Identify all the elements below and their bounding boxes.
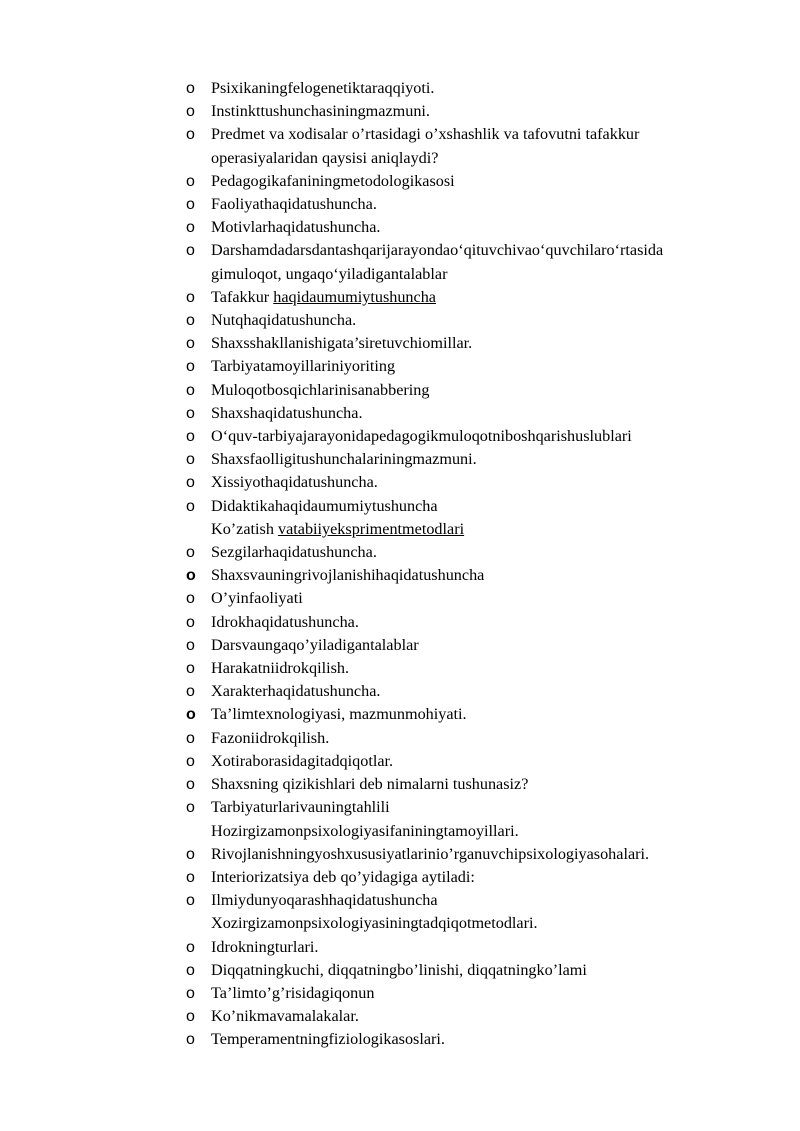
list-item (186, 936, 756, 959)
bullet-marker: o (186, 242, 195, 260)
item-text: Darshamdadarsdantashqarijarayondao‘qituvchivao‘quvchilaro‘rtasida (211, 241, 664, 260)
item-text: Faoliyathaqidatushuncha. (211, 195, 377, 214)
item-text: Xissiyothaqidatushuncha. (211, 473, 378, 492)
list-item (186, 1028, 756, 1051)
bullet-marker: o (186, 1031, 195, 1049)
list-item (186, 750, 756, 773)
item-text: Ilmiydunyoqarashhaqidatushuncha (211, 891, 438, 910)
item-text: operasiyalaridan qaysisi aniqlaydi? (211, 148, 439, 167)
item-line (211, 193, 756, 216)
item-text: Idrokhaqidatushuncha. (211, 612, 359, 631)
list-item (186, 448, 756, 471)
item-text: Darsvaungaqo’yiladigantalablar (211, 635, 419, 654)
list-item (186, 843, 756, 866)
list-item (186, 77, 756, 100)
list-item (186, 286, 756, 309)
item-line (211, 959, 756, 982)
list-item (186, 959, 756, 982)
bullet-marker: o (186, 428, 195, 446)
list-item (186, 727, 756, 750)
item-line (211, 820, 756, 843)
item-line (211, 611, 756, 634)
bullet-marker: o (186, 451, 195, 469)
item-line (211, 100, 756, 123)
list-item (186, 495, 756, 541)
list-item (186, 564, 756, 587)
item-text: Motivlarhaqidatushuncha. (211, 218, 381, 237)
list-item (186, 239, 756, 285)
item-line (211, 379, 756, 402)
list-item (186, 634, 756, 657)
item-text: O’yinfaoliyati (211, 589, 303, 608)
item-text: Ta’limtexnologiyasi, mazmunmohiyati. (211, 705, 467, 724)
item-line (211, 982, 756, 1005)
item-text: Psixikaningfelogenetiktaraqqiyoti. (211, 79, 435, 97)
bullet-marker: o (186, 404, 195, 422)
bullet-marker: o (186, 938, 195, 956)
list-item (186, 680, 756, 703)
item-text: Interiorizatsiya deb qo’yidagiga aytiladi: (211, 867, 475, 886)
item-text: Ta’limto’g’risidagiqonun (211, 983, 375, 1002)
item-text: Hozirgizamonpsixologiyasifaniningtamoyillari. (211, 821, 519, 840)
item-text: Nutqhaqidatushuncha. (211, 311, 357, 330)
item-line (211, 286, 756, 309)
item-line (211, 309, 756, 332)
bullet-marker: o (186, 776, 195, 794)
list-item (186, 100, 756, 123)
bullet-marker: o (186, 961, 195, 979)
bullet-marker: o (186, 892, 195, 910)
item-text: Shaxshaqidatushuncha. (211, 403, 363, 422)
list-item (186, 1005, 756, 1028)
bullet-marker: o (186, 219, 195, 237)
item-line (211, 541, 756, 564)
item-line (211, 773, 756, 796)
item-line (211, 703, 756, 726)
item-text: Tarbiyaturlarivauningtahlili (211, 798, 390, 817)
list-item (186, 332, 756, 355)
list-item (186, 611, 756, 634)
list-item (186, 193, 756, 216)
bullet-marker: o (186, 683, 195, 701)
bullet-marker: o (186, 706, 196, 724)
list-item (186, 123, 756, 169)
bullet-marker: o (186, 868, 195, 886)
item-line (211, 750, 756, 773)
list-item (186, 309, 756, 332)
item-line (211, 425, 756, 448)
list-item (186, 587, 756, 610)
bullet-marker: o (186, 1008, 195, 1026)
question-list (186, 77, 756, 1052)
item-text: Ko’nikmavamalakalar. (211, 1007, 359, 1026)
item-line (211, 796, 756, 819)
item-text: Harakatniidrokqilish. (211, 659, 350, 678)
item-line (211, 912, 756, 935)
item-line (211, 332, 756, 355)
list-item (186, 796, 756, 842)
item-text: Instinkttushunchasiningmazmuni. (211, 102, 430, 121)
item-line (211, 1005, 756, 1028)
bullet-marker: o (186, 984, 195, 1002)
item-line (211, 889, 756, 912)
item-line (211, 634, 756, 657)
item-line (211, 471, 756, 494)
item-line (211, 170, 756, 193)
list-item (186, 379, 756, 402)
bullet-marker: o (186, 288, 195, 306)
item-line (211, 77, 756, 100)
bullet-marker: o (186, 567, 196, 585)
item-text: Tarbiyatamoyillariniyoriting (211, 357, 396, 376)
bullet-marker: o (186, 103, 195, 121)
bullet-marker: o (186, 613, 195, 631)
item-text: gimuloqot, ungaqo‘yiladigantalablar (211, 264, 448, 283)
bullet-marker: o (186, 172, 195, 190)
bullet-marker: o (186, 474, 195, 492)
item-text: Fazoniidrokqilish. (211, 728, 330, 747)
list-item (186, 703, 756, 726)
item-text: Muloqotbosqichlarinisanabbering (211, 380, 430, 399)
item-line (211, 448, 756, 471)
item-line (211, 843, 756, 866)
list-item (186, 471, 756, 494)
item-line (211, 727, 756, 750)
item-line (211, 495, 756, 518)
item-text: Tafakkur (211, 287, 274, 306)
list-item (186, 425, 756, 448)
bullet-marker: o (186, 358, 195, 376)
item-text: Shaxsning qizikishlari deb nimalarni tushunasiz? (211, 775, 529, 794)
item-text: Rivojlanishningyoshxususiyatlarinio’rganuvchipsixologiyasohalari. (211, 844, 650, 863)
bullet-marker: o (186, 544, 195, 562)
bullet-marker: o (186, 196, 195, 214)
bullet-marker: o (186, 126, 195, 144)
item-line (211, 263, 756, 286)
list-item (186, 866, 756, 889)
bullet-marker: o (186, 799, 195, 817)
item-text: Diqqatningkuchi, diqqatningbo’linishi, diqqatningko’lami (211, 960, 587, 979)
item-text: Shaxsfaolligitushunchalariningmazmuni. (211, 450, 477, 469)
item-text: Shaxsvauningrivojlanishihaqidatushuncha (211, 566, 485, 585)
item-text: Ko’zatish (211, 519, 278, 538)
underlined-text: haqidaumumiytushuncha (273, 287, 436, 306)
underlined-text: vatabiiyeksprimentmetodlari (277, 519, 465, 538)
list-item (186, 982, 756, 1005)
item-line (211, 216, 756, 239)
item-line (211, 680, 756, 703)
bullet-marker: o (186, 335, 195, 353)
item-line (211, 1028, 756, 1051)
item-line (211, 518, 756, 541)
bullet-marker: o (186, 729, 195, 747)
item-line (211, 147, 756, 170)
item-text: Temperamentningfiziologikasoslari. (211, 1030, 445, 1049)
list-item (186, 216, 756, 239)
item-text: Predmet va xodisalar o’rtasidagi o’xshashlik va tafovutni tafakkur (211, 125, 640, 144)
item-text: Sezgilarhaqidatushuncha. (211, 543, 377, 562)
bullet-marker: o (186, 497, 195, 515)
item-line (211, 866, 756, 889)
bullet-marker: o (186, 636, 195, 654)
item-text: Xotiraborasidagitadqiqotlar. (211, 751, 394, 770)
list-item (186, 541, 756, 564)
item-line (211, 123, 756, 146)
list-item (186, 889, 756, 935)
list-item (186, 773, 756, 796)
item-text: Xarakterhaqidatushuncha. (211, 682, 381, 701)
item-text: Shaxsshakllanishigata’siretuvchiomillar. (211, 334, 473, 353)
item-line (211, 239, 756, 262)
item-text: Didaktikahaqidaumumiytushuncha (211, 496, 438, 515)
item-line (211, 657, 756, 680)
item-text: Pedagogikafaniningmetodologikasosi (211, 171, 455, 190)
list-item (186, 657, 756, 680)
item-text: Xozirgizamonpsixologiyasiningtadqiqotmetodlari. (211, 914, 538, 933)
bullet-marker: o (186, 590, 195, 608)
item-line (211, 587, 756, 610)
bullet-marker: o (186, 660, 195, 678)
list-item (186, 402, 756, 425)
bullet-marker: o (186, 381, 195, 399)
item-text: Idrokningturlari. (211, 937, 319, 956)
item-line (211, 355, 756, 378)
item-line (211, 564, 756, 587)
item-line (211, 936, 756, 959)
bullet-marker: o (186, 80, 195, 97)
list-item (186, 170, 756, 193)
bullet-marker: o (186, 752, 195, 770)
item-text: O‘quv-tarbiyajarayonidapedagogikmuloqotniboshqarishuslublari (211, 427, 632, 446)
list-item (186, 355, 756, 378)
item-line (211, 402, 756, 425)
bullet-marker: o (186, 312, 195, 330)
bullet-marker: o (186, 845, 195, 863)
